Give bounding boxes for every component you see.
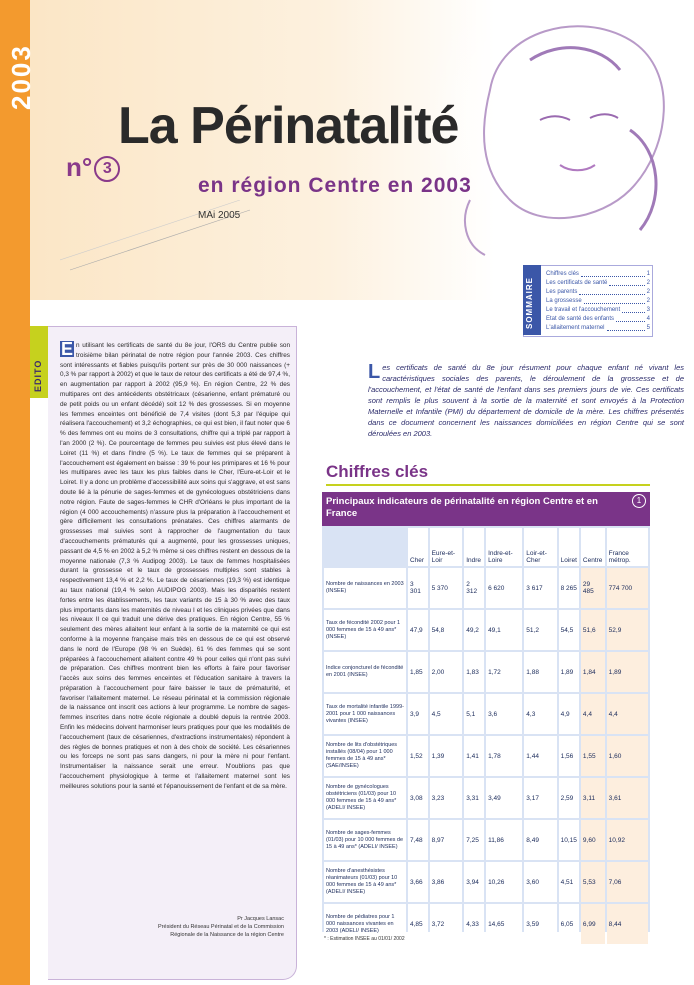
sommaire-item[interactable]: Les parents 2 <box>546 289 650 295</box>
row-label: Taux de mortalité infantile 1999-2001 pour 1 000 naissances vivantes (INSEE) <box>324 694 406 734</box>
table-row <box>324 694 648 734</box>
table-cell: 1,39 <box>430 736 463 776</box>
table-cell: 4,4 <box>581 694 605 734</box>
table-cell: 4,4 <box>607 694 648 734</box>
table-cell: 6,99 <box>581 904 605 944</box>
table-cell: 1,41 <box>464 736 484 776</box>
table-cell: 4,33 <box>464 904 484 944</box>
sommaire-item[interactable]: L'allaitement maternel 5 <box>546 325 650 331</box>
table-cell: 3,31 <box>464 778 484 818</box>
table-title: Principaux indicateurs de périnatalité en région Centre et en France <box>326 496 598 519</box>
row-label: Taux de fécondité 2002 pour 1 000 femmes de 15 à 49 ans* (INSEE) <box>324 610 406 650</box>
edito-signature: Pr Jacques Lansac Président du Réseau Périnatal et de la Commission Régionale de la Naissance de la région Centre <box>158 916 284 938</box>
table-cell: 3 617 <box>524 568 556 608</box>
table-cell: 9,60 <box>581 820 605 860</box>
table-cell: 3,61 <box>607 778 648 818</box>
row-label: Indice conjoncturel de fécondité en 2001 (INSEE) <box>324 652 406 692</box>
table-row <box>324 610 648 650</box>
table-cell: 1,60 <box>607 736 648 776</box>
table-cell: 3,49 <box>486 778 522 818</box>
row-label: Nombre d'anesthésistes réanimateurs (01/03) pour 10 000 femmes de 15 à 49 ans* (ADELI/ INSEE) <box>324 862 406 902</box>
table-cell: 1,89 <box>559 652 579 692</box>
table-row <box>324 568 648 608</box>
intro-paragraph <box>368 362 684 439</box>
baby-photo <box>430 0 694 260</box>
sommaire-item[interactable]: Etat de santé des enfants 4 <box>546 316 650 322</box>
page-subtitle: en région Centre en 2003 <box>198 174 472 197</box>
section-rule <box>326 484 650 486</box>
table-cell: 2 312 <box>464 568 484 608</box>
table-cell: 10,15 <box>559 820 579 860</box>
table-cell: 3,66 <box>408 862 428 902</box>
table-cell: 52,9 <box>607 610 648 650</box>
row-label: Nombre de gynécologues obstétriciens (01/03) pour 10 000 femmes de 15 à 49 ans* (ADELI/ INSEE) <box>324 778 406 818</box>
col-header: Loiret <box>559 528 579 566</box>
table-cell: 49,2 <box>464 610 484 650</box>
table-cell: 8,97 <box>430 820 463 860</box>
table-cell: 3,60 <box>524 862 556 902</box>
edito-text <box>60 341 290 792</box>
table-cell: 8,49 <box>524 820 556 860</box>
table-cell: 3,11 <box>581 778 605 818</box>
edito-dropcap: E <box>61 339 74 359</box>
table-cell: 4,3 <box>524 694 556 734</box>
table-cell: 6,05 <box>559 904 579 944</box>
table-cell: 2,59 <box>559 778 579 818</box>
table-cell: 7,25 <box>464 820 484 860</box>
table-cell: 3,08 <box>408 778 428 818</box>
table-cell: 1,85 <box>408 652 428 692</box>
table-cell: 1,52 <box>408 736 428 776</box>
row-label: Nombre de lits d'obstétriques installés (08/04) pour 1 000 femmes de 15 à 49 ans* (SAE/INSEE) <box>324 736 406 776</box>
table-cell: 1,78 <box>486 736 522 776</box>
table-cell: 3,72 <box>430 904 463 944</box>
table-cell: 1,84 <box>581 652 605 692</box>
table-cell: 5,1 <box>464 694 484 734</box>
issue-prefix: n° <box>66 152 93 182</box>
col-header: France métrop. <box>607 528 648 566</box>
edito-box <box>48 326 297 980</box>
table-cell: 1,44 <box>524 736 556 776</box>
table-cell: 1,72 <box>486 652 522 692</box>
publication-date: MAi 2005 <box>198 210 241 221</box>
table-cell: 4,51 <box>559 862 579 902</box>
indicators-table <box>322 526 650 932</box>
table-cell: 51,6 <box>581 610 605 650</box>
table-cell: 4,5 <box>430 694 463 734</box>
table-cell: 11,86 <box>486 820 522 860</box>
table-row <box>324 652 648 692</box>
table-cell: 54,5 <box>559 610 579 650</box>
table-cell: 8,44 <box>607 904 648 944</box>
table-row <box>324 778 648 818</box>
table-cell: 7,48 <box>408 820 428 860</box>
left-band <box>0 0 36 985</box>
table-cell: 1,89 <box>607 652 648 692</box>
table-cell: 29 485 <box>581 568 605 608</box>
table-cell: 7,06 <box>607 862 648 902</box>
table-cell: 49,1 <box>486 610 522 650</box>
col-header: Indre <box>464 528 484 566</box>
sommaire-list <box>546 270 650 333</box>
sommaire-item[interactable]: La grossesse 2 <box>546 298 650 304</box>
table-cell: 10,92 <box>607 820 648 860</box>
section-title: Chiffres clés <box>326 462 429 481</box>
table-cell: 1,88 <box>524 652 556 692</box>
issue-digit: 3 <box>94 156 120 182</box>
table-cell: 47,9 <box>408 610 428 650</box>
table-cell: 10,26 <box>486 862 522 902</box>
table-row <box>324 820 648 860</box>
table-cell: 1,55 <box>581 736 605 776</box>
row-label: Nombre de naissances en 2003 (INSEE) <box>324 568 406 608</box>
table-cell: 5,53 <box>581 862 605 902</box>
col-header: Loir-et-Cher <box>524 528 556 566</box>
issue-number <box>66 152 120 183</box>
page-title: La Périnatalité <box>118 97 459 155</box>
table-cell: 6 620 <box>486 568 522 608</box>
table-cell: 4,9 <box>559 694 579 734</box>
table-cell: 3 301 <box>408 568 428 608</box>
table-cell: 3,23 <box>430 778 463 818</box>
table-cell: 8 265 <box>559 568 579 608</box>
edito-tab: EDITO <box>30 326 48 398</box>
sommaire-label: SOMMAIRE <box>523 265 541 335</box>
sommaire-item[interactable]: Le travail et l'accouchement 3 <box>546 307 650 313</box>
table-cell: 1,83 <box>464 652 484 692</box>
row-label: Nombre de pédiatres pour 1 000 naissances vivantes en 2003 (ADELI/ INSEE) <box>324 904 406 944</box>
table-cell: 4,85 <box>408 904 428 944</box>
table-cell: 14,65 <box>486 904 522 944</box>
col-header: Cher <box>408 528 428 566</box>
table-footnote: * : Estimation INSEE au 01/01/ 2002 <box>324 936 405 942</box>
col-header: Eure-et-Loir <box>430 528 463 566</box>
intro-dropcap: L <box>368 361 381 383</box>
table-cell: 3,59 <box>524 904 556 944</box>
table-cell: 3,9 <box>408 694 428 734</box>
col-header: Indre-et-Loire <box>486 528 522 566</box>
sommaire-item[interactable]: Chiffres clés 1 <box>546 271 650 277</box>
table-cell: 5 370 <box>430 568 463 608</box>
table-cell: 774 700 <box>607 568 648 608</box>
table-cell: 1,56 <box>559 736 579 776</box>
table-cell: 3,6 <box>486 694 522 734</box>
table-row <box>324 862 648 902</box>
table-cell: 51,2 <box>524 610 556 650</box>
sommaire-item[interactable]: Les certificats de santé 2 <box>546 280 650 286</box>
table-cell: 3,86 <box>430 862 463 902</box>
year-label: 2003 <box>6 44 36 110</box>
sommaire-box <box>523 265 653 337</box>
row-label: Nombre de sages-femmes (01/03) pour 10 000 femmes de 15 à 49 ans* (ADELI/ INSEE) <box>324 820 406 860</box>
table-number: 1 <box>632 494 646 508</box>
table-cell: 3,17 <box>524 778 556 818</box>
table-row <box>324 736 648 776</box>
edito-body: n utilisant les certificats de santé du 8e jour, l'ORS du Centre publie son troisième bilan périnatal de notre région pour l'année 2003. Ces chiffres sont intéressants et fiables puisqu'ils portent sur près de 30 000 naissances (+ 0,3 % par rapport à 2002) et que le taux de retour des certificats a été de 97,4 %, en augmentation par rapport à 2002 (95,9 %). En région Centre, 22 % des multipares ont des antécédents obstétricaux (césarienne, enfant prématuré ou de petit poids ou un enfant décédé) soit 12 % des grossesses. Si en moyenne les femmes enceintes ont bénéficié de 7,4 visites (dont 5,3 par l'équipe qui réalisera l'accouchement) et 3,2 échographies, ce qui est bien, il faut noter que 6 % des femmes ont eu moins de 3 consultations, chiffre qui a triplé par rapport à l'an 2000 (2 %). Ce pourcentage de femmes peu suivies est plus élevé dans le Loiret (11 %) et dans l'Indre (5 %). Le taux de femmes qui se préparent à l'accouchement est également en baisse : 39 % pour les primipares et 16 % pour les multipares avec les taux les plus faibles dans le Cher, l'Eure-et-Loir et le Loiret. Il y a donc un problème d'accessibilité aux soins qui s'aggrave, et est sans doute lié à la pénurie de sages-femmes et de gynécologues obstétriciens dans notre région. Faute de sages-femmes le CHR d'Orléans le plus important de la région (4 000 accouchements) n'assure plus la préparation à l'accouchement et gère difficilement les consultations prénatales. Ces chiffres alarmants de grossesses mal suivies sont à rapprocher de l'augmentation du taux d'accouchements prématurés qui a augmenté, pour les grossesses uniques, passant de 4,5 % en 2002 à 5,2 % même si ces chiffres restent en dessous de la moyenne nationale (7,3 % Audipog 2003). Le taux de femmes hospitalisées durant la grossesse et le taux de grossesses multiples sont stables à respectivement 13,4 % et 2,2 %. Le taux de césariennes (19,3 %) est identique au taux national (19,4 % selon AUDIPOG 2003). Mais les disparités restent fortes entre les établissements, les taux variants de 15 à 30 % avec des taux plus importants dans les maternités de niveau I et les cliniques privées que dans les niveaux II ce qui traduit une dérive des pratiques. En région Centre, 55 % seulement des mères allaitent leur enfant à la sortie de la maternité ce qui est conforme à la moyenne française mais très en dessous de ce qui est observé dans le nord de l'Europe (98 % en Suède). 61 % des femmes qui se sont préparées à l'accouchement allaitent contre 49 % pour celles qui n'ont pas suivi de préparation. Ces chiffres montrent bien les efforts à faire pour favoriser l'accès aux soins des femmes enceintes et l'éducation sanitaire à travers la préparation à l'accouchement pour faire baisser le taux de prématurité, et favoriser l'allaitement maternel. Le réseau périnatal et la commission régionale de la naissance ont inscrit ces actions à leur programme. Le nombre de sages-femmes inscrites dans notre école régionale a doublé depuis la rentrée 2003. Enfin les médecins doivent harmoniser leurs pratiques pour que les modalités de l'accouchement (taux de césariennes, d'extractions instrumentales) répondent à des règles de bonnes pratiques et non à des choix de société. Les césariennes ou les forceps ne sont pas sans dangers, ni pour la mère ni pour l'enfant. Instrumentaliser la naissance serait une erreur. N'oublions pas que l'accouchement physiologique à terme et l'allaitement maternel sont les meilleures solutions pour la santé et l'épanouissement de l'enfant et de sa mère. <box>60 342 290 790</box>
intro-body: es certificats de santé du 8e jour résument pour chaque enfant né vivant les caractéristiques sociales des parents, le déroulement de la grossesse et de l'accouchement, et l'état de santé de l'enfant dans ses premiers jours de vie. Ces certificats sont remplis le plus souvent à la sortie de la maternité et sont envoyés à la Protection Maternelle et Infantile (PMI) du département de domicile de la mère. Les chiffres présentés dans ce document concernent les naissances domiciliées en région Centre qui se sont déroulées en 2003. <box>368 363 684 438</box>
table-cell: 54,8 <box>430 610 463 650</box>
table-cell: 2,00 <box>430 652 463 692</box>
table-cell: 3,94 <box>464 862 484 902</box>
col-header: Centre <box>581 528 605 566</box>
